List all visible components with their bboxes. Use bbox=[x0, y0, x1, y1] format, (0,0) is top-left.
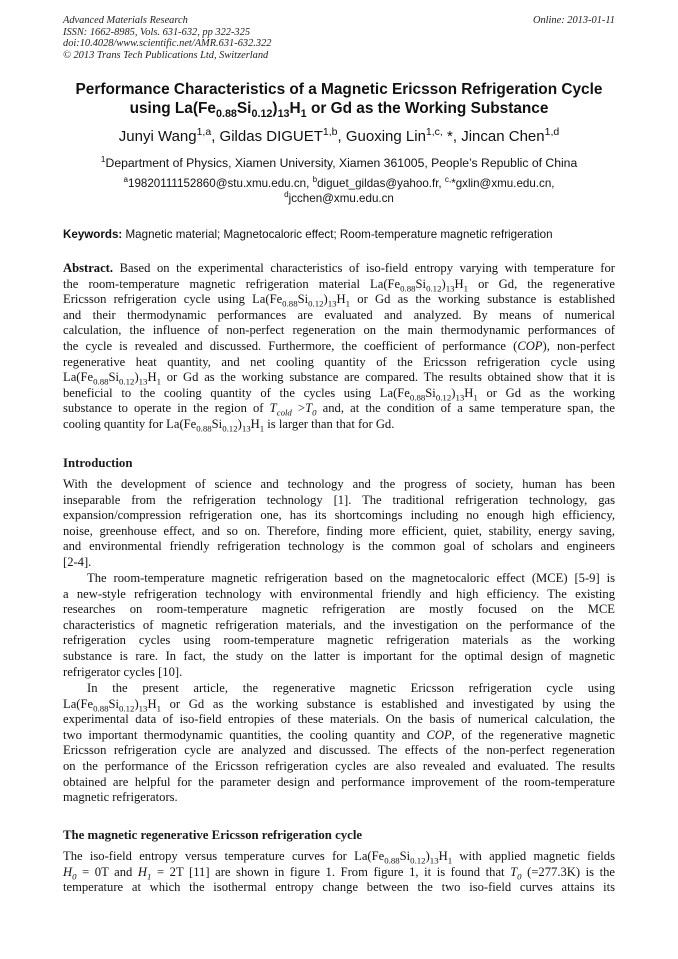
cycle-paragraph-1: The iso-field entropy versus temperature curves for $La(Fe_{0.88}Si_{0.12})_{13}H_1$ with applied magnetic fields $H_0 = 0T$ and $H_1 = 2T$ [11] are shown in figure 1. From figure 1, it is found that $T_0$ (=277.3K) is the temperature at which the isothermal entropy change between the two iso-field curves attains its bbox=[63, 849, 615, 895]
email-link[interactable]: jcchen@xmu.edu.cn bbox=[288, 192, 394, 205]
email-link[interactable]: 19820111152860@stu.xmu.edu.cn, bbox=[128, 177, 310, 190]
email-link[interactable]: *gxlin@xmu.edu.cn, bbox=[451, 177, 555, 190]
author-name: Jincan Chen bbox=[461, 128, 545, 145]
issn-line: ISSN: 1662-8985, Vols. 631-632, pp 322-325 bbox=[63, 26, 251, 38]
keywords-label: Keywords: bbox=[63, 228, 123, 241]
journal-header bbox=[63, 15, 615, 61]
author-list: Junyi Wang$^{1,a}$, Gildas DIGUET$^{1,b}$, Guoxing Lin$^{1,c,}$ *, Jincan Chen$^{1,d}$ bbox=[118, 126, 560, 145]
intro-paragraph-3: In the present article, the regenerative magnetic Ericsson refrigeration cycle using $La(Fe_{0.88}Si_{0.12})_{13}H_1$ or Gd as the working substance is established and investigated by using the experimental data of iso-field entropies of these materials. On the basis of numerical calculation, the two important thermodynamic quantities, the cooling quantity and COP, of the regenerative magnetic Ericsson refrigeration cycle are analyzed and discussed. The effects of the non-perfect regeneration on the performance of the Ericsson refrigeration cycles are also revealed and evaluated. The results obtained are helpful for the parameter design and performance improvement of the room-temperature magnetic refrigerators. bbox=[63, 681, 615, 805]
author-name: Junyi Wang bbox=[118, 128, 197, 145]
copyright-line: © 2013 Trans Tech Publications Ltd, Switzerland bbox=[63, 49, 269, 61]
title-line-1: Performance Characteristics of a Magnetic Ericsson Refrigeration Cycle bbox=[75, 81, 603, 98]
abstract-label: Abstract. bbox=[63, 261, 114, 275]
online-date: Online: 2013-01-11 bbox=[532, 15, 615, 26]
keywords-text: Magnetic material; Magnetocaloric effect; Room-temperature magnetic refrigeration bbox=[125, 228, 553, 241]
author-name: Gildas DIGUET bbox=[219, 128, 323, 145]
title-line-2: using $La(Fe_{0.88}Si_{0.12})_{13}H_1$ or Gd as the Working Substance bbox=[129, 100, 549, 121]
author-name: Guoxing Lin bbox=[345, 128, 426, 145]
journal-name: Advanced Materials Research bbox=[63, 15, 188, 26]
affiliation: $^1$Department of Physics, Xiamen University, Xiamen 361005, People’s Republic of China bbox=[100, 153, 578, 170]
email-link[interactable]: diguet_gildas@yahoo.fr, bbox=[317, 177, 442, 190]
section-heading-ericsson-cycle: The magnetic regenerative Ericsson refrigeration cycle bbox=[63, 828, 363, 842]
author-emails: $^a$19820111152860@stu.xmu.edu.cn, $^b$diguet_gildas@yahoo.fr, $^{c,}$*gxlin@xmu.edu.cn, $^d$jcchen@xmu.edu.cn bbox=[123, 175, 555, 205]
keywords bbox=[63, 228, 623, 242]
intro-paragraph-1: With the development of science and technology and the progress of society, human has been inseparable from the refrigeration technology [1]. The traditional refrigeration technology, gas expansion/compression refrigeration one, has its shortcomings including no enough high efficiency, noise, greenhouse effect, and so on. Therefore, finding more efficient, quiet, stability, energy saving, and environmental friendly refrigeration technology is the common goal of scholars and engineers [2-4]. bbox=[63, 477, 615, 569]
paper-title bbox=[40, 80, 638, 121]
doi-line: doi:10.4028/www.scientific.net/AMR.631-632.322 bbox=[63, 38, 272, 50]
intro-paragraph-2: The room-temperature magnetic refrigeration based on the magnetocaloric effect (MCE) [5-9] is a new-style refrigeration technology with environmental friendly and high efficiency. The existing researches on room-temperature magnetic refrigeration are mostly focused on the MCE characteristics of magnetic refrigeration materials, and the investigation on the performance of the refrigeration cycles using room-temperature magnetic refrigeration materials as the working substance is rare. In fact, the study on the latter is important for the optimal design of magnetic refrigerator cycles [10]. bbox=[63, 571, 615, 679]
section-heading-introduction: Introduction bbox=[63, 456, 133, 470]
abstract: Abstract. Based on the experimental characteristics of iso-field entropy varying with temperature for the room-temperature magnetic refrigeration material $La(Fe_{0.88}Si_{0.12})_{13}H_1$ or Gd, the regenerative Ericsson refrigeration cycle using $La(Fe_{0.88}Si_{0.12})_{13}H_1$ or Gd as the working substance is established and their thermodynamic performances are evaluated and analyzed. By means of numerical calculation, the influence of non-perfect regeneration on the main thermodynamic performances of the cycle is revealed and discussed. Furthermore, the coefficient of performance (COP), non-perfect regenerative heat quantity, and net cooling quantity of the Ericsson refrigeration cycle using $La(Fe_{0.88}Si_{0.12})_{13}H_1$ or Gd as the working substance are compared. The results obtained show that it is beneficial to the cooling quantity of the cycles using $La(Fe_{0.88}Si_{0.12})_{13}H_1$ or Gd as the working substance to operate in the region of $T_{cold} >T_0$ and, at the condition of a same temperature span, the cooling quantity for $La(Fe_{0.88}Si_{0.12})_{13}H_1$ is larger than that for Gd. bbox=[63, 261, 615, 434]
